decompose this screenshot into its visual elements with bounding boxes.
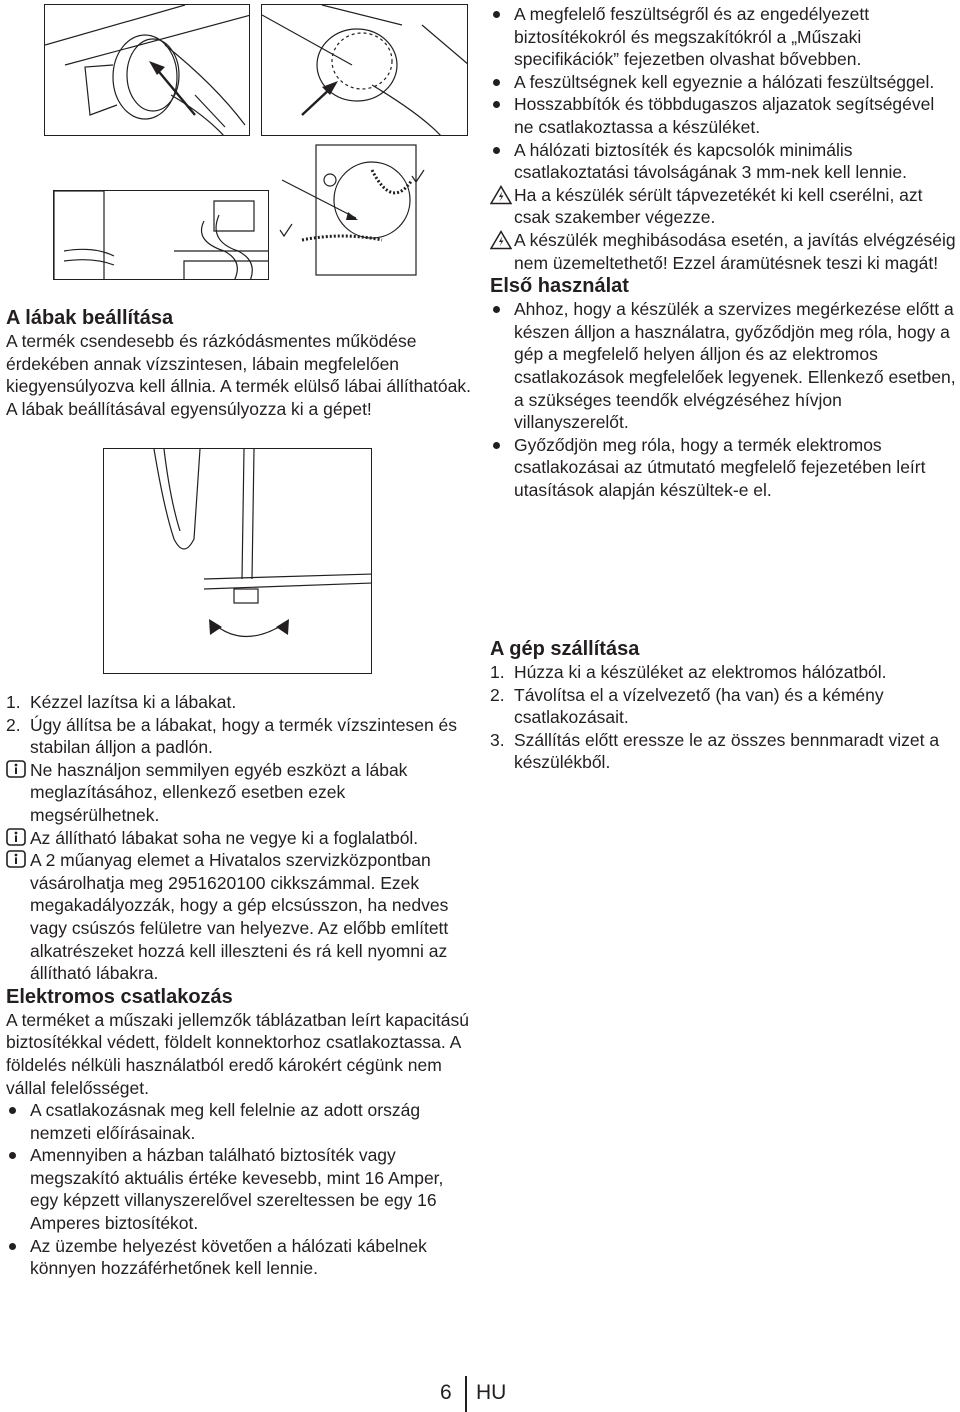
list-item: A csatlakozásnak meg kell felelnie az adott ország nemzeti előírásainak. [6,1099,472,1144]
list-item: 1. Kézzel lazítsa ki a lábakat. [6,692,237,712]
figure-vent-rotate [261,4,468,136]
list-item: Győződjön meg róla, hogy a termék elektromos csatlakozásai az útmutató megfelelő fejezetében leírt utasítások alapján készültek-e el. [490,434,956,502]
electric-bullets [6,1099,472,1280]
voltage-bullets [490,3,956,184]
warning-note: Ha a készülék sérült tápvezetékét ki kell cserélni, azt csak szakember végezze. [490,184,956,229]
info-note: Ne használjon semmilyen egyéb eszközt a lábak meglazításához, ellenkező esetben ezek megsérülhetnek. [6,759,472,827]
list-item: 1. Húzza ki a készüléket az elektromos hálózatból. [490,662,887,682]
footer-divider [465,1376,467,1412]
list-item: A megfelelő feszültségről és az engedélyezett biztosítékokról és megszakítókról a „Műszaki specifikációk” fejezetben olvashat bővebben. [490,3,956,71]
first-use-title: Első használat [490,275,629,298]
info-icon [6,760,26,778]
section-transport [490,637,956,774]
list-item: Hosszabbítók és többdugaszos aljazatok segítségével ne csatlakoztassa a készüléket. [490,93,956,138]
list-item: Az üzembe helyezést követően a hálózati kábelnek könnyen hozzáférhetőnek kell lennie. [6,1235,472,1280]
section-right-top [490,3,956,501]
electric-intro: A terméket a műszaki jellemzők táblázatban leírt kapacitású biztosítékkal védett, földelt konnektorhoz csatlakoztassa. A földelés nélküli használatból eredő károkért cégünk nem vállal felelősséget. [6,1009,469,1098]
language-code: HU [476,1381,507,1404]
list-item: A feszültségnek kell egyeznie a hálózati feszültséggel. [490,71,956,94]
first-use-bullets [490,298,956,501]
page-number: 6 [440,1381,452,1404]
list-item: Amennyiben a házban található biztosíték vagy megszakító aktuális értéke kevesebb, mint 16 Amper, egy képzett villanyszerelővel szereltessen be egy 16 Amperes biztosítékot. [6,1144,472,1234]
figure-leg-adjust [103,448,372,674]
warning-icon [490,230,512,250]
list-item: A hálózati biztosíték és kapcsolók minimális csatlakoztatási távolságának 3 mm-nek kell lennie. [490,139,956,184]
legs-title: A lábak beállítása [6,307,174,329]
figure-hose-install [53,190,269,280]
info-icon [6,850,26,868]
transport-title: A gép szállítása [490,638,640,660]
info-icon [6,828,26,846]
electric-title: Elektromos csatlakozás [6,985,233,1008]
figure-machine-hose [272,140,432,280]
info-note: A 2 műanyag elemet a Hivatalos szervizközpontban vásárolhatja meg 2951620100 cikkszámmal. Ezek megakadályozzák, hogy a gép elcsússzon, ha nedves vagy csúszós felületre van helyezve. Az előbb említett alkatrészeket hozzá kell illeszteni és rá kell nyomni az állítható lábakra. [6,849,472,985]
section-legs [6,306,472,420]
list-item: 2. Távolítsa el a vízelvezető (ha van) és a kémény csatlakozásait. [490,684,884,728]
info-note: Az állítható lábakat soha ne vegye ki a foglalatból. [6,827,472,850]
transport-steps [490,661,956,774]
warning-note: A készülék meghibásodása esetén, a javítás elvégzéséig nem üzemeltethető! Ezzel áramütésnek teszi ki magát! [490,229,956,274]
list-item: 2. Úgy állítsa be a lábakat, hogy a termék vízszintesen és stabilan álljon a padlón. [6,714,458,758]
list-item: Ahhoz, hogy a készülék a szervizes megérkezése előtt a készen álljon a használatra, győződjön meg róla, hogy a gép a megfelelő helyen álljon és az elektromos csatlakozások megfelelőek legyenek. Ellenkező esetben, a szükséges teendők elvégzéséhez hívjon villanyszerelőt. [490,298,956,434]
warning-icon [490,185,512,205]
legs-steps-block [6,691,472,1280]
list-item: 3. Szállítás előtt eressze le az összes bennmaradt vizet a készülékből. [490,729,940,773]
legs-intro: A termék csendesebb és rázkódásmentes működése érdekében annak vízszintesen, lábain megfelelően kiegyensúlyozva kell állnia. A termék elülső lábai állíthatóak. A lábak beállításával egyensúlyozza ki a gépet! [6,331,471,419]
figure-vent-connection [44,4,250,136]
legs-steps [6,691,472,759]
